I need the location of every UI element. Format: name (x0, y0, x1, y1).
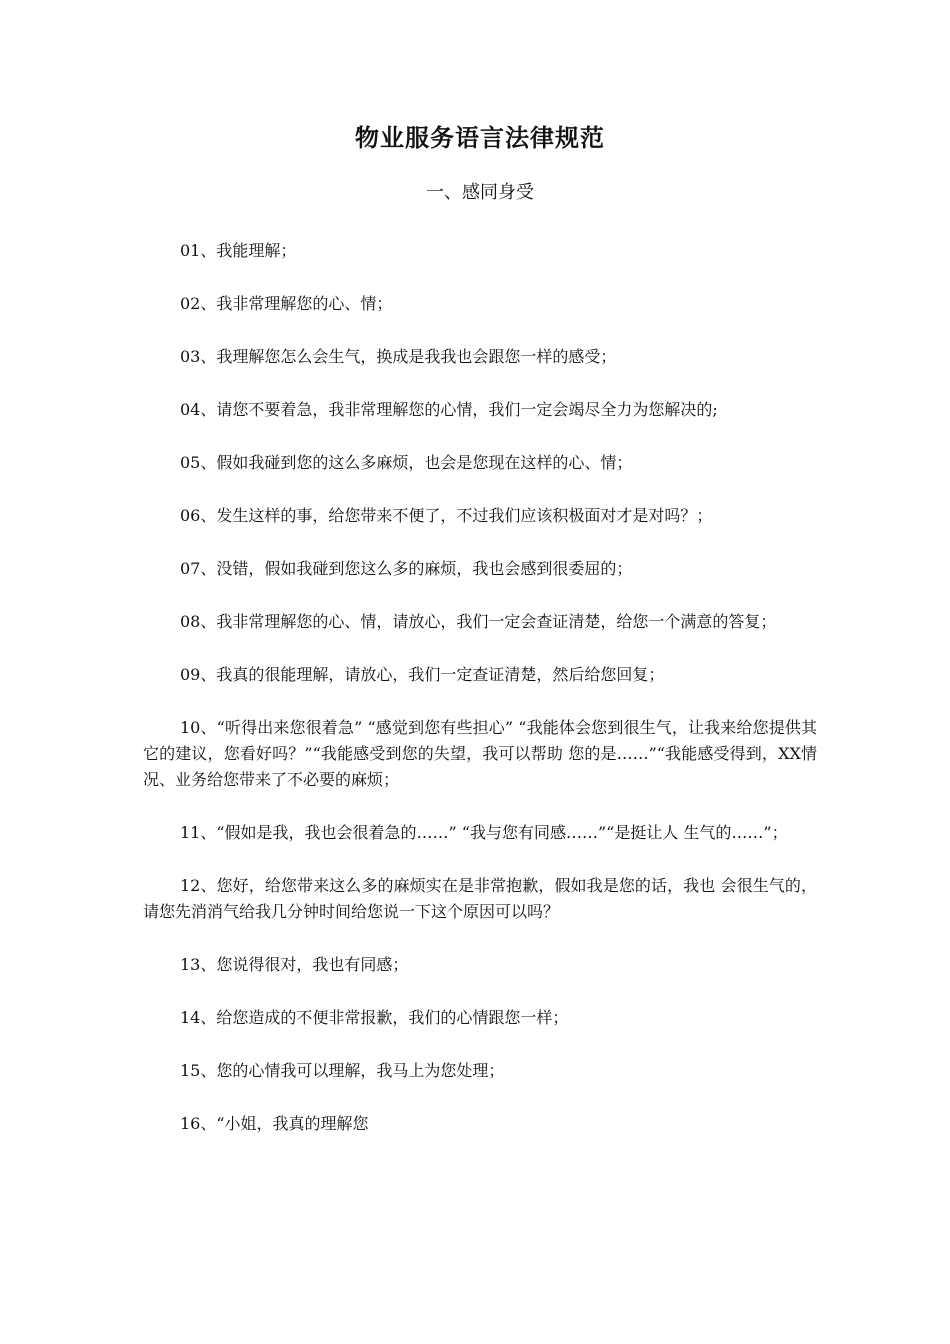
paragraph: 08、我非常理解您的心、情，请放心，我们一定会查证清楚，给您一个满意的答复； (180, 612, 777, 631)
paragraph: 14、给您造成的不便非常报歉，我们的心情跟您一样； (180, 1008, 569, 1027)
paragraph: 10、“听得出来您很着急” “感觉到您有些担心” “我能体会您到很生气，让我来给您提供其它的建议，您看好吗？”“我能感受到您的失望，我可以帮助 您的是……”“我能感受得到，XX情况、业务给您带来了不必要的麻烦； (143, 718, 817, 789)
paragraph: 01、我能理解； (180, 241, 297, 260)
paragraph: 05、假如我碰到您的这么多麻烦，也会是您现在这样的心、情； (180, 453, 633, 472)
document-title: 物业服务语言法律规范 (355, 124, 605, 152)
section-heading: 一、感同身受 (426, 182, 534, 203)
paragraph: 02、我非常理解您的心、情； (180, 294, 393, 313)
paragraph: 03、我理解您怎么会生气，换成是我我也会跟您一样的感受； (180, 347, 617, 366)
paragraph: 07、没错，假如我碰到您这么多的麻烦，我也会感到很委屈的； (180, 559, 633, 578)
document-body (143, 238, 817, 1164)
paragraph: 16、“小姐，我真的理解您 (180, 1114, 369, 1133)
paragraph: 11、“假如是我，我也会很着急的……” “我与您有同感……”“是挺让人 生气的……”； (180, 823, 788, 842)
paragraph: 13、您说得很对，我也有同感； (180, 955, 409, 974)
paragraph: 06、发生这样的事，给您带来不便了，不过我们应该积极面对才是对吗？； (180, 506, 713, 525)
paragraph: 04、请您不要着急，我非常理解您的心情，我们一定会竭尽全力为您解决的; (180, 400, 718, 419)
paragraph: 15、您的心情我可以理解，我马上为您处理； (180, 1061, 505, 1080)
paragraph: 12、您好，给您带来这么多的麻烦实在是非常抱歉，假如我是您的话，我也 会很生气的，请您先消消气给我几分钟时间给您说一下这个原因可以吗？ (143, 876, 817, 921)
paragraph: 09、我真的很能理解，请放心，我们一定查证清楚，然后给您回复； (180, 665, 665, 684)
